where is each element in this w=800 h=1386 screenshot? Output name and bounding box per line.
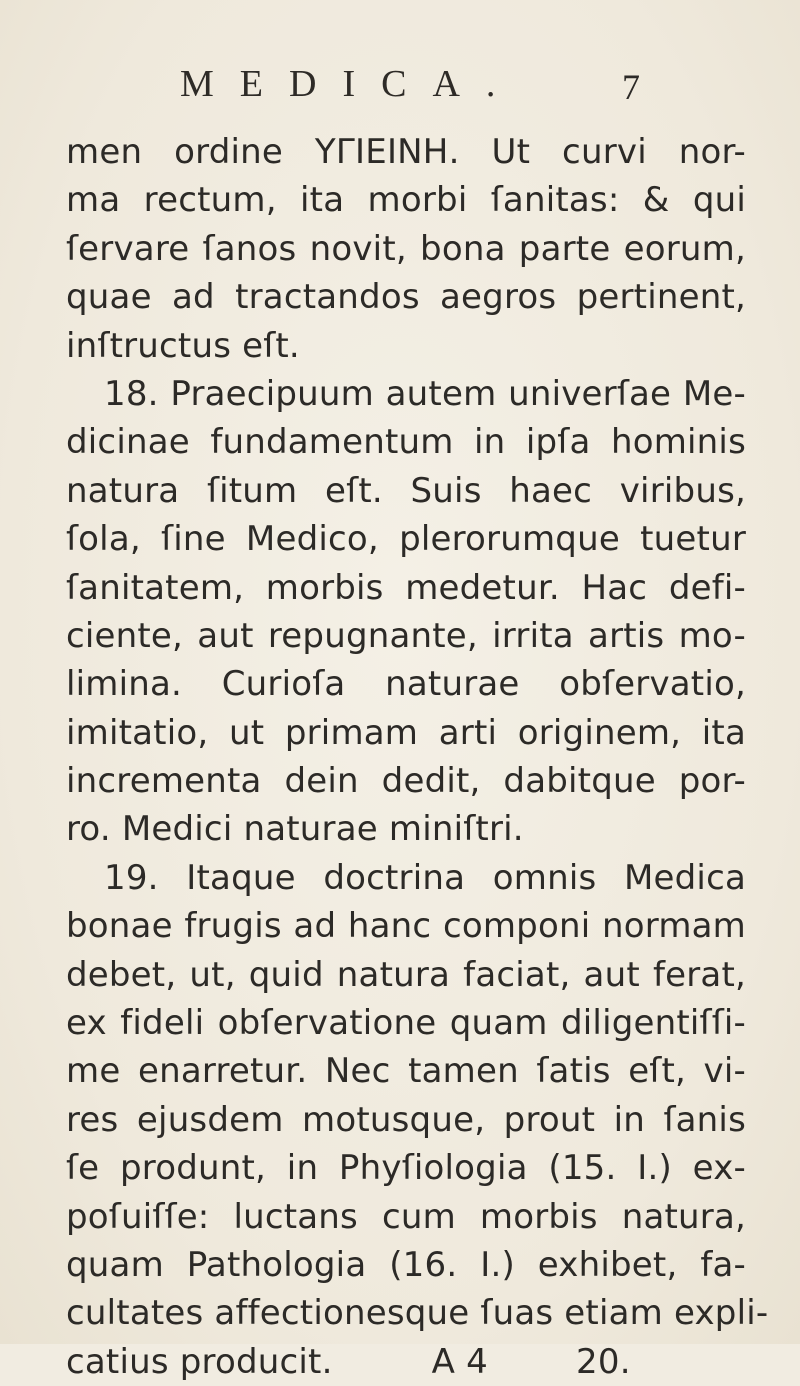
text-line: incrementa dein dedit, dabitque por-	[66, 761, 746, 802]
text-line: poſuiſſe: luctans cum morbis natura,	[66, 1196, 746, 1237]
text-line: bonae frugis ad hanc componi normam	[66, 906, 746, 947]
page-header	[180, 62, 640, 112]
text-line: ſervare ſanos novit, bona parte eorum,	[66, 228, 746, 269]
text-line: ex fideli obſervatione quam diligentiſſi-	[66, 1003, 746, 1044]
text-line: ro. Medici naturae miniſtri.	[66, 809, 524, 850]
text-line: res ejusdem motusque, prout in ſanis	[66, 1099, 746, 1140]
text-line: catius producit. A 4 20.	[66, 1341, 631, 1382]
text-line: natura ſitum eſt. Suis haec viribus,	[66, 470, 746, 511]
body-text	[66, 128, 769, 1386]
text-line: dicinae fundamentum in ipſa hominis	[66, 422, 746, 463]
text-line: 18. Praecipuum autem univerſae Me-	[104, 373, 746, 414]
text-line: men ordine ΥΓΙΕΙΝΗ. Ut curvi nor-	[66, 132, 746, 172]
text-line: 19. Itaque doctrina omnis Medica	[104, 857, 746, 898]
text-line: ſanitatem, morbis medetur. Hac defi-	[66, 567, 746, 608]
text-line: inſtructus eſt.	[66, 325, 300, 366]
page-number: 7	[622, 67, 640, 107]
text-line: me enarretur. Nec tamen ſatis eſt, vi-	[66, 1051, 746, 1092]
text-line: imitatio, ut primam arti originem, ita	[66, 712, 746, 753]
text-line: ſola, ſine Medico, plerorumque tuetur	[66, 519, 746, 560]
running-title: MEDICA.	[180, 63, 522, 105]
text-line: debet, ut, quid natura faciat, aut ferat,	[66, 954, 746, 995]
text-line: ſe produnt, in Phyſiologia (15. I.) ex-	[66, 1148, 746, 1189]
text-line: quam Pathologia (16. I.) exhibet, fa-	[66, 1244, 746, 1285]
text-line: quae ad tractandos aegros pertinent,	[66, 277, 746, 318]
text-line: ciente, aut repugnante, irrita artis mo-	[66, 615, 746, 656]
text-line: limina. Curioſa naturae obſervatio,	[66, 664, 746, 705]
text-line: ma rectum, ita morbi ſanitas: & qui	[66, 180, 746, 221]
text-line: cultates affectionesque ſuas etiam expli-	[66, 1293, 769, 1334]
